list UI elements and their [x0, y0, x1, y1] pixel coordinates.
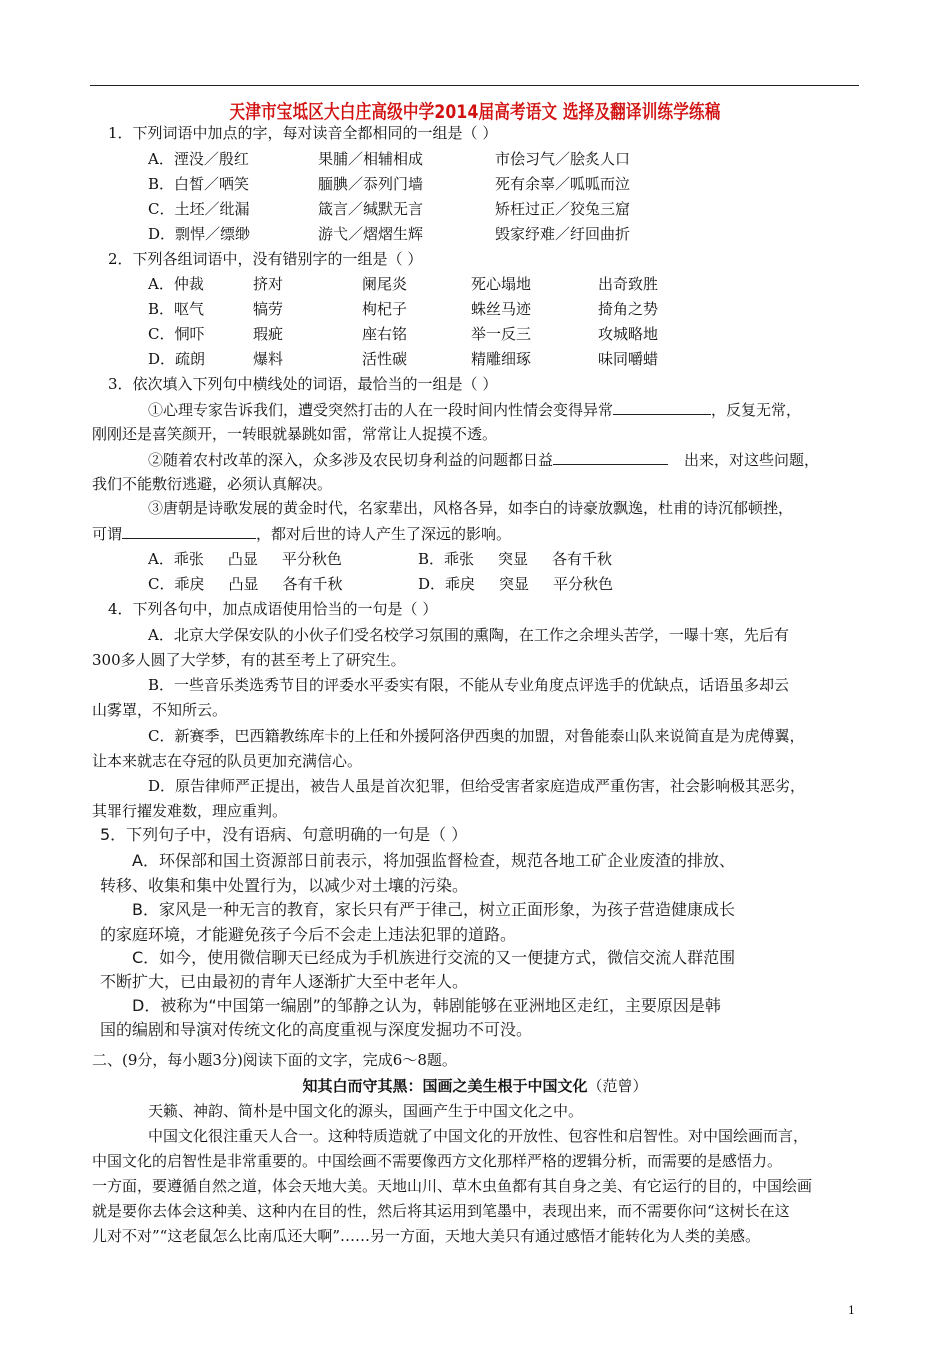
article-paragraph-2-line5: 儿对不对”“这老鼠怎么比南瓜还大啊”……另一方面，天地大美只有通过感悟才能转化为人类的美感。	[92, 1227, 761, 1245]
q2-b-1: B．呕气	[148, 300, 205, 318]
q5-option-d-line2: 国的编剧和导演对传统文化的高度重视与深度发掘功不可没。	[100, 1020, 533, 1039]
q5-option-a-line2: 转移、收集和集中处置行为，以减少对土壤的污染。	[100, 876, 469, 895]
q1-option-d-3: 毁家纾难／纡回曲折	[495, 225, 631, 243]
q3-sentence-3: ③唐朝是诗歌发展的黄金时代，名家辈出，风格各异，如李白的诗豪放飘逸，杜甫的诗沉郁顿挫，	[148, 499, 794, 517]
q5-option-d-line1: D．被称为“中国第一编剧”的邹静之认为，韩剧能够在亚洲地区走红，主要原因是韩	[132, 996, 721, 1015]
q2-c-3: 座右铭	[362, 325, 408, 343]
q1-stem: 1．下列词语中加点的字，每对读音全都相同的一组是（ ）	[108, 124, 498, 142]
q2-d-2: 爆料	[253, 350, 284, 368]
q2-stem: 2．下列各组词语中，没有错别字的一组是（ ）	[108, 250, 423, 268]
q2-b-3: 枸杞子	[362, 300, 408, 318]
article-paragraph-2-line3: 一方面，要遵循自然之道，体会天地大美。天地山川、草木虫鱼都有其自身之美、有它运行的目的，中国绘画	[92, 1177, 813, 1195]
q3-blank-3	[122, 524, 256, 539]
q5-stem: 5．下列句子中，没有语病、句意明确的一句是（ ）	[100, 825, 468, 844]
q4-option-d-line1: D．原告律师严正提出，被告人虽是首次犯罪，但给受害者家庭造成严重伤害，社会影响极其恶劣，	[148, 777, 806, 795]
q2-b-4: 蛛丝马迹	[471, 300, 532, 318]
q4-option-a-line2: 300多人圆了大学梦，有的甚至考上了研究生。	[92, 651, 406, 669]
q2-c-1: C．恫吓	[148, 325, 205, 343]
q4-option-a-line1: A．北京大学保安队的小伙子们受名校学习氛围的熏陶，在工作之余埋头苦学，一曝十寒，先后有	[148, 626, 789, 644]
q1-option-c-3: 矫枉过正／狡兔三窟	[495, 200, 631, 218]
q3-blank-1	[613, 400, 711, 415]
q2-d-5: 味同嚼蜡	[598, 350, 659, 368]
q2-c-5: 攻城略地	[598, 325, 659, 343]
q1-option-a-2: 果脯／相辅相成	[318, 150, 424, 168]
q2-d-3: 活性碳	[362, 350, 408, 368]
q5-option-b-line1: B．家风是一种无言的教育，家长只有严于律己，树立正面形象，为孩子营造健康成长	[132, 900, 735, 919]
article-paragraph-2-line2: 中国文化的启智性是非常重要的。中国绘画不需要像西方文化那样严格的逻辑分析，而需要的是感悟力。	[92, 1152, 783, 1170]
q2-c-2: 瑕疵	[253, 325, 284, 343]
q3-option-d: D．乖戾 突显 平分秋色	[418, 575, 614, 593]
section-2-heading: 二、(9分，每小题3分)阅读下面的文字，完成6～8题。	[92, 1051, 457, 1069]
page-number: 1	[848, 1304, 855, 1317]
q1-option-a-1: A．湮没／殷红	[148, 150, 249, 168]
article-title: 知其白而守其黑：国画之美生根于中国文化（范曾）	[302, 1077, 648, 1095]
q2-a-1: A．仲裁	[148, 275, 204, 293]
q3-option-c: C．乖戾 凸显 各有千秋	[148, 575, 343, 593]
q1-option-d-2: 游弋／熠熠生辉	[318, 225, 424, 243]
q2-b-5: 掎角之势	[598, 300, 659, 318]
q4-option-b-line2: 山雾罩，不知所云。	[92, 701, 228, 719]
q1-option-a-3: 市侩习气／脍炙人口	[495, 150, 631, 168]
q2-b-2: 犒劳	[253, 300, 284, 318]
q3-blank-2	[553, 450, 668, 465]
article-paragraph-1: 天籁、神韵、简朴是中国文化的源头，国画产生于中国文化之中。	[148, 1102, 584, 1120]
q4-option-b-line1: B．一些音乐类选秀节目的评委水平委实有限，不能从专业角度点评选手的优缺点，话语虽多却云	[148, 676, 790, 694]
q1-option-c-1: C．土坯／纰漏	[148, 200, 250, 218]
q2-a-3: 阑尾炎	[362, 275, 408, 293]
q2-c-4: 举一反三	[471, 325, 532, 343]
q1-option-b-3: 死有余辜／呱呱而泣	[495, 175, 631, 193]
document-title: 天津市宝坻区大白庄高级中学2014届高考语文 选择及翻译训练学练稿	[229, 101, 721, 123]
q3-sentence-3-cont: 可谓 ，都对后世的诗人产生了深远的影响。	[92, 525, 512, 543]
q2-d-1: D．疏朗	[148, 350, 206, 368]
q2-a-2: 挤对	[253, 275, 284, 293]
q1-option-b-1: B．白皙／哂笑	[148, 175, 250, 193]
q2-a-5: 出奇致胜	[598, 275, 659, 293]
q3-sentence-1: ①心理专家告诉我们，遭受突然打击的人在一段时间内性情会变得异常 ，反复无常，	[148, 401, 802, 419]
q1-option-d-1: D．剽悍／缥缈	[148, 225, 251, 243]
q3-option-b: B．乖张 突显 各有千秋	[418, 550, 613, 568]
q5-option-a-line1: A．环保部和国土资源部日前表示，将加强监督检查，规范各地工矿企业废渣的排放、	[132, 851, 735, 870]
q4-option-c-line2: 让本来就志在夺冠的队员更加充满信心。	[92, 752, 363, 770]
q1-option-c-2: 箴言／缄默无言	[318, 200, 424, 218]
q5-option-c-line1: C．如今，使用微信聊天已经成为手机族进行交流的又一便捷方式，微信交流人群范围	[132, 948, 736, 967]
header-rule	[90, 85, 859, 86]
article-paragraph-2-line1: 中国文化很注重天人合一。这种特质造就了中国文化的开放性、包容性和启智性。对中国绘画而言，	[148, 1127, 809, 1145]
q3-stem: 3．依次填入下列句中横线处的词语，最恰当的一组是（ ）	[108, 375, 498, 393]
q4-option-d-line2: 其罪行擢发难数，理应重判。	[92, 802, 288, 820]
q3-sentence-2-cont: 我们不能敷衍逃避，必须认真解决。	[92, 475, 333, 493]
q2-a-4: 死心塌地	[471, 275, 532, 293]
article-paragraph-2-line4: 就是要你去体会这种美、这种内在目的性，然后将其运用到笔墨中，表现出来，而不需要你问“这树长在这	[92, 1202, 790, 1220]
q5-option-b-line2: 的家庭环境，才能避免孩子今后不会走上违法犯罪的道路。	[100, 925, 517, 944]
q3-sentence-2: ②随着农村改革的深入，众多涉及农民切身利益的问题都日益 出来，对这些问题，	[148, 451, 820, 469]
q5-option-c-line2: 不断扩大，已由最初的青年人逐渐扩大至中老年人。	[100, 972, 469, 991]
q4-option-c-line1: C．新赛季，巴西籍教练库卡的上任和外援阿洛伊西奥的加盟，对鲁能泰山队来说简直是为虎傅翼，	[148, 727, 805, 745]
q3-sentence-1-cont: 刚刚还是喜笑颜开，一转眼就暴跳如雷，常常让人捉摸不透。	[92, 425, 498, 443]
article-author: （范曾）	[587, 1077, 648, 1095]
q3-option-a: A．乖张 凸显 平分秋色	[148, 550, 342, 568]
q4-stem: 4．下列各句中，加点成语使用恰当的一句是（ ）	[108, 600, 438, 618]
q2-d-4: 精雕细琢	[471, 350, 532, 368]
q1-option-b-2: 腼腆／忝列门墙	[318, 175, 424, 193]
